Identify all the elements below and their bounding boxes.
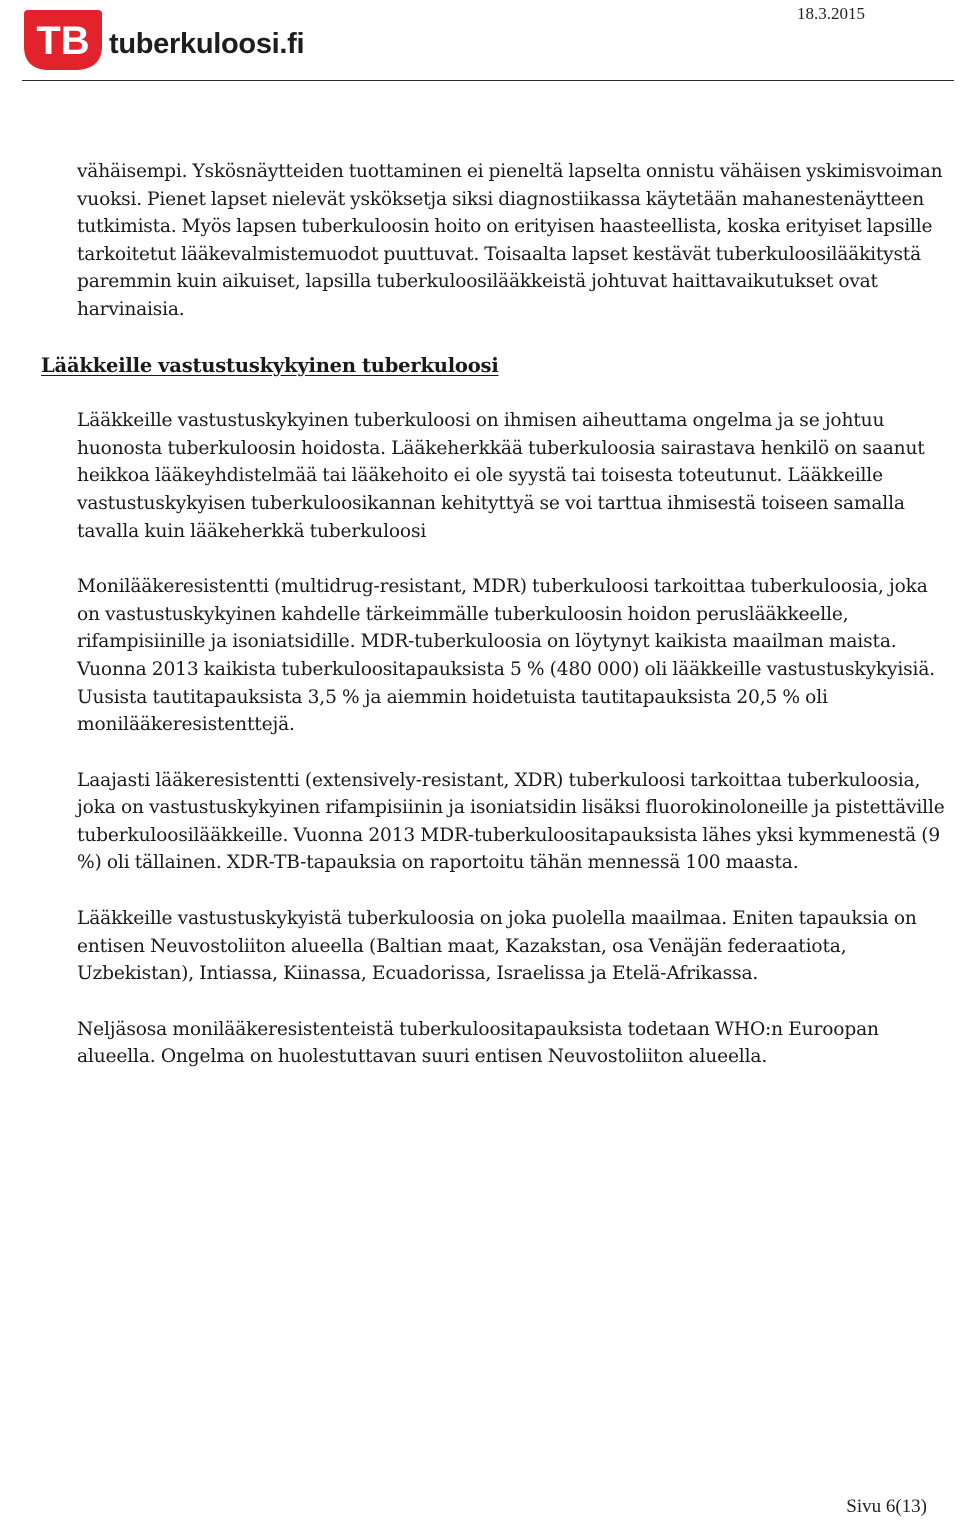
paragraph-drug-resistance: Lääkkeille vastustuskykyinen tuberkuloosi on ihmisen aiheuttama ongelma ja se johtuu huonosta tuberkuloosin hoidosta. Lääkeherkkää tuberkuloosia sairastava henkilö on saanut heikkoa lääkeyhdistelmää tai lääkehoito ei ole syystä tai toisesta toteutunut. Lääkkeille vastustuskykyisen tuberkuloosikannan kehityttyä se voi tarttua ihmisestä toiseen samalla tavalla kuin lääkeherkkä tuberkuloosi [77, 410, 925, 542]
paragraph-who-europe: Neljäsosa monilääkeresistenteistä tuberkuloositapauksista todetaan WHO:n Euroopan alueella. Ongelma on huolestuttavan suuri entisen Neuvostoliiton alueella. [77, 1018, 879, 1068]
section-heading: Lääkkeille vastustuskykyinen tuberkuloosi [41, 353, 499, 377]
tb-logo [22, 6, 104, 72]
paragraph-geography: Lääkkeille vastustuskykyistä tuberkuloosia on joka puolella maailmaa. Eniten tapauksia on entisen Neuvostoliiton alueella (Baltian maat, Kazakstan, osa Venäjän federaatiota, Uzbekistan), Intiassa, Kiinassa, Ecuadorissa, Israelissa ja Etelä-Afrikassa. [77, 908, 917, 985]
paragraph-children-treatment: vähäisempi. Yskösnäytteiden tuottaminen ei pieneltä lapselta onnistu vähäisen yskimisvoiman vuoksi. Pienet lapset nielevät ysköksetja siksi diagnostiikassa käytetään mahanestenäytteen tutkimista. Myös lapsen tuberkuloosin hoito on erityisen haasteellista, koska erityiset lapsille tarkoitetut lääkevalmistemuodot puuttuvat. Toisaalta lapset kestävät tuberkuloosilääkitystä paremmin kuin aikuiset, lapsilla tuberkuloosilääkkeistä johtuvat haittavaikutukset ovat harvinaisia. [77, 161, 943, 320]
print-date: 18.3.2015 [797, 4, 865, 23]
paragraph-mdr: Monilääkeresistentti (multidrug-resistant, MDR) tuberkuloosi tarkoittaa tuberkuloosia, joka on vastustuskykyinen kahdelle tärkeimmälle tuberkuloosin hoidon peruslääkkeelle, rifampisiinille ja isoniatsidille. MDR-tuberkuloosia on löytynyt kaikista maailman maista. Vuonna 2013 kaikista tuberkuloositapauksista 5 % (480 000) oli lääkkeille vastustuskykyisiä. Uusista tautitapauksista 3,5 % ja aiemmin hoidetuista tautitapauksista 20,5 % oli monilääkeresistenttejä. [77, 576, 936, 736]
page-header [0, 0, 960, 82]
page-number: Sivu 6(13) [846, 1496, 927, 1517]
article-body [41, 158, 952, 1099]
site-name: tuberkuloosi.fi [109, 28, 305, 60]
logo-text: TB [36, 19, 90, 63]
header-divider [22, 80, 954, 81]
paragraph-xdr: Laajasti lääkeresistentti (extensively-resistant, XDR) tuberkuloosi tarkoittaa tuberkuloosia, joka on vastustuskykyinen rifampisiinin ja isoniatsidin lisäksi fluorokinoloneille ja pistettäville tuberkuloosilääkkeille. Vuonna 2013 MDR-tuberkuloositapauksista lähes yksi kymmenestä (9 %) oli tällainen. XDR-TB-tapauksia on raportoitu tähän mennessä 100 maasta. [77, 769, 945, 874]
